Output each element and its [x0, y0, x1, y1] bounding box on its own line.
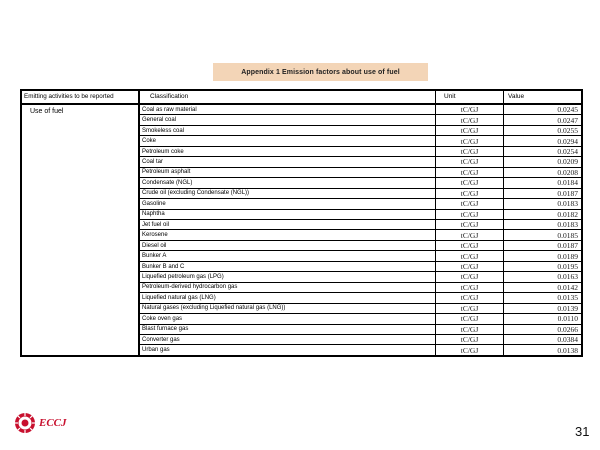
classification-cell: Condensate (NGL) [140, 178, 436, 187]
unit-header: Unit [436, 91, 504, 103]
classification-cell: Coal tar [140, 157, 436, 166]
table-row [140, 314, 581, 324]
classification-cell: Liquefied petroleum gas (LPG) [140, 272, 436, 281]
value-cell: 0.0135 [557, 293, 578, 303]
value-cell: 0.0208 [557, 167, 578, 177]
classification-cell: Bunker A [140, 251, 436, 260]
table-row [140, 105, 581, 115]
unit-cell: tC/GJ [436, 230, 504, 239]
table-row [140, 220, 581, 230]
value-cell: 0.0110 [557, 314, 578, 324]
classification-cell: Urban gas [140, 345, 436, 354]
classification-cell: Petroleum coke [140, 147, 436, 156]
unit-cell: tC/GJ [436, 115, 504, 124]
table-row [140, 335, 581, 345]
unit-cell: tC/GJ [436, 220, 504, 229]
value-cell: 0.0266 [557, 324, 578, 334]
table-row [140, 136, 581, 146]
unit-cell: tC/GJ [436, 272, 504, 281]
unit-cell: tC/GJ [436, 189, 504, 198]
unit-cell: tC/GJ [436, 293, 504, 302]
table-row [140, 345, 581, 354]
table-rows [140, 105, 581, 355]
unit-cell: tC/GJ [436, 314, 504, 323]
classification-cell: Naphtha [140, 210, 436, 219]
value-cell: 0.0163 [557, 272, 578, 282]
table-row [140, 293, 581, 303]
classification-cell: Smokeless coal [140, 126, 436, 135]
table-row [140, 304, 581, 314]
table-row [140, 168, 581, 178]
value-cell: 0.0247 [557, 115, 578, 125]
classification-cell: Natural gases (excluding Liquefied natural gas (LNG)) [140, 304, 436, 313]
table-row [140, 241, 581, 251]
table-row [140, 199, 581, 209]
classification-cell: Converter gas [140, 335, 436, 344]
classification-cell: General coal [140, 115, 436, 124]
unit-cell: tC/GJ [436, 199, 504, 208]
unit-cell: tC/GJ [436, 168, 504, 177]
classification-cell: Bunker B and C [140, 262, 436, 271]
activity-use-of-fuel: Use of fuel [30, 108, 64, 115]
classification-cell: Blast furnace gas [140, 325, 436, 334]
unit-cell: tC/GJ [436, 304, 504, 313]
value-cell: 0.0254 [557, 147, 578, 157]
value-cell: 0.0187 [557, 188, 578, 198]
classification-cell: Petroleum asphalt [140, 168, 436, 177]
value-cell: 0.0183 [557, 199, 578, 209]
classification-cell: Crude oil (excluding Condensate (NGL)) [140, 189, 436, 198]
unit-cell: tC/GJ [436, 345, 504, 354]
classification-cell: Coal as raw material [140, 105, 436, 114]
classification-cell: Coke [140, 136, 436, 145]
value-cell: 0.0255 [557, 126, 578, 136]
unit-cell: tC/GJ [436, 335, 504, 344]
classification-cell: Coke oven gas [140, 314, 436, 323]
unit-cell: tC/GJ [436, 147, 504, 156]
table-row [140, 272, 581, 282]
unit-cell: tC/GJ [436, 136, 504, 145]
table-row [140, 157, 581, 167]
unit-cell: tC/GJ [436, 126, 504, 135]
unit-cell: tC/GJ [436, 283, 504, 292]
classification-cell: Jet fuel oil [140, 220, 436, 229]
value-cell: 0.0185 [557, 230, 578, 240]
unit-cell: tC/GJ [436, 178, 504, 187]
table-row [140, 189, 581, 199]
appendix-title: Appendix 1 Emission factors about use of fuel [213, 63, 428, 81]
value-cell: 0.0184 [557, 178, 578, 188]
value-cell: 0.0138 [557, 345, 578, 355]
unit-cell: tC/GJ [436, 325, 504, 334]
value-cell: 0.0384 [557, 335, 578, 345]
value-cell: 0.0139 [557, 303, 578, 313]
table-row [140, 115, 581, 125]
value-header: Value [508, 93, 525, 100]
classification-cell: Diesel oil [140, 241, 436, 250]
emission-factor-table [20, 89, 583, 357]
eccj-logo [14, 412, 67, 434]
value-cell: 0.0187 [557, 241, 578, 251]
classification-cell: Kerosene [140, 230, 436, 239]
classification-cell: Liquefied natural gas (LNG) [140, 293, 436, 302]
classification-cell: Gasoline [140, 199, 436, 208]
value-cell: 0.0245 [557, 105, 578, 115]
activities-header: Emitting activities to be reported [22, 91, 138, 105]
table-row [140, 210, 581, 220]
table-header-row [140, 91, 581, 105]
classification-header: Classification [140, 91, 436, 103]
unit-cell: tC/GJ [436, 241, 504, 250]
table-row [140, 325, 581, 335]
eccj-emblem-icon [14, 412, 36, 434]
factor-table-body [140, 91, 581, 355]
table-row [140, 251, 581, 261]
table-row [140, 230, 581, 240]
value-cell: 0.0142 [557, 282, 578, 292]
value-cell: 0.0294 [557, 136, 578, 146]
value-cell: 0.0209 [557, 157, 578, 167]
table-row [140, 262, 581, 272]
eccj-logo-text: ECCJ [39, 417, 67, 429]
table-row [140, 126, 581, 136]
page-number: 31 [575, 424, 590, 439]
table-row [140, 283, 581, 293]
unit-cell: tC/GJ [436, 210, 504, 219]
unit-cell: tC/GJ [436, 262, 504, 271]
unit-cell: tC/GJ [436, 157, 504, 166]
value-cell: 0.0189 [557, 251, 578, 261]
unit-cell: tC/GJ [436, 105, 504, 114]
activities-column [22, 91, 140, 355]
table-row [140, 147, 581, 157]
value-cell: 0.0182 [557, 209, 578, 219]
unit-cell: tC/GJ [436, 251, 504, 260]
classification-cell: Petroleum-derived hydrocarbon gas [140, 283, 436, 292]
table-row [140, 178, 581, 188]
value-cell: 0.0195 [557, 262, 578, 272]
value-cell: 0.0183 [557, 220, 578, 230]
